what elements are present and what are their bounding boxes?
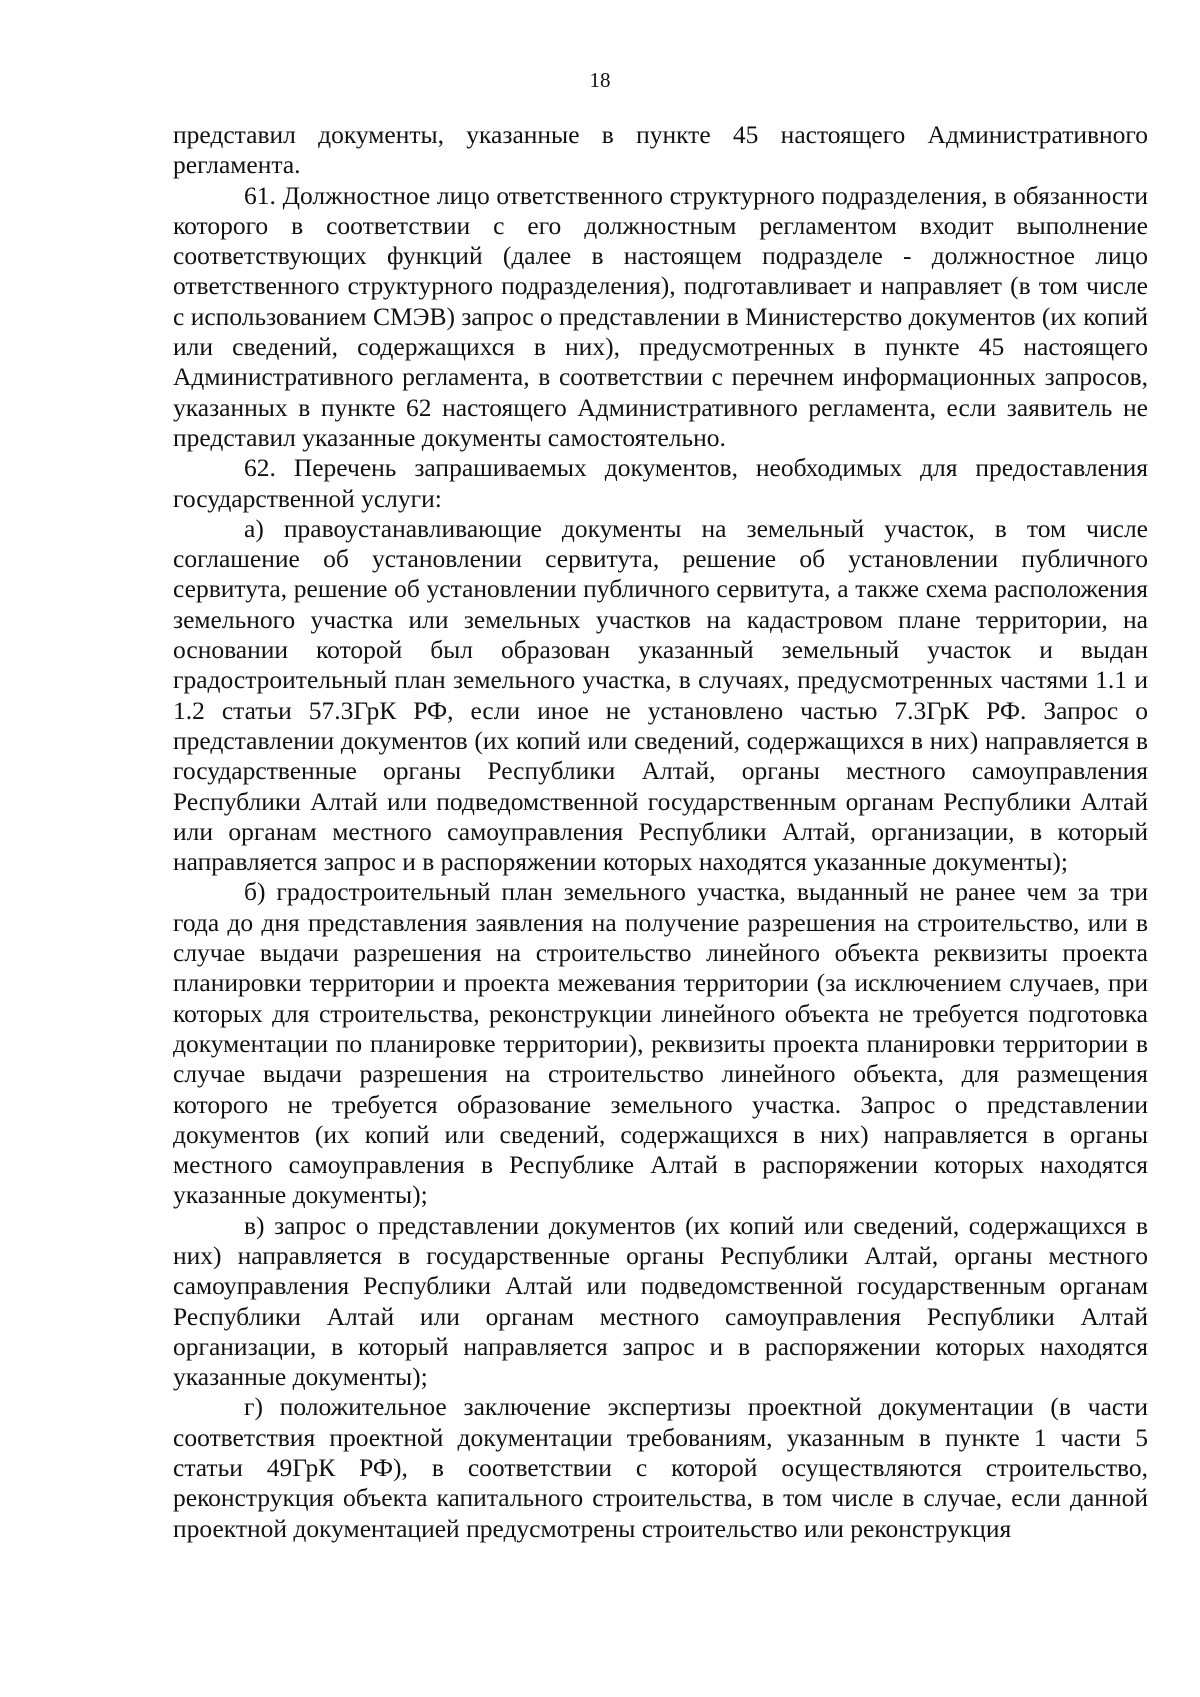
list-item-a: а) правоустанавливающие документы на земельный участок, в том числе соглашение об установлении сервитута, решение об установлении публичного сервитута, решение об установлении публичного сервитута, а также схема расположения земельного участка или земельных участков на кадастровом плане территории, на основании которой был образован указанный земельный участок и выдан градостроительный план земельного участка, в случаях, предусмотренных частями 1.1 и 1.2 статьи 57.3ГрК РФ, если иное не установлено частью 7.3ГрК РФ. Запрос о представлении документов (их копий или сведений, содержащихся в них) направляется в государственные органы Республики Алтай, органы местного самоуправления Республики Алтай или подведомственной государственным органам Республики Алтай или органам местного самоуправления Республики Алтай, организации, в который направляется запрос и в распоряжении которых находятся указанные документы);	[173, 513, 1148, 877]
document-body	[173, 120, 1148, 1544]
page-number: 18	[589, 68, 611, 92]
list-item-v: в) запрос о представлении документов (их копий или сведений, содержащихся в них) направляется в государственные органы Республики Алтай, органы местного самоуправления Республики Алтай или подведомственной государственным органам Республики Алтай или органам местного самоуправления Республики Алтай организации, в который направляется запрос и в распоряжении которых находятся указанные документы);	[173, 1210, 1148, 1392]
paragraph-61: 61. Должностное лицо ответственного структурного подразделения, в обязанности которого в соответствии с его должностным регламентом входит выполнение соответствующих функций (далее в настоящем подразделе - должностное лицо ответственного структурного подразделения), подготавливает и направляет (в том числе с использованием СМЭВ) запрос о представлении в Министерство документов (их копий или сведений, содержащихся в них), предусмотренных в пункте 45 настоящего Административного регламента, в соответствии с перечнем информационных запросов, указанных в пункте 62 настоящего Административного регламента, если заявитель не представил указанные документы самостоятельно.	[173, 180, 1148, 452]
list-item-g: г) положительное заключение экспертизы проектной документации (в части соответствия проектной документации требованиям, указанным в пункте 1 части 5 статьи 49ГрК РФ), в соответствии с которой осуществляются строительство, реконструкция объекта капитального строительства, в том числе в случае, если данной проектной документацией предусмотрены строительство или реконструкция	[173, 1392, 1148, 1543]
paragraph-62: 62. Перечень запрашиваемых документов, необходимых для предоставления государственной услуги:	[173, 453, 1148, 513]
list-item-b: б) градостроительный план земельного участка, выданный не ранее чем за три года до дня представления заявления на получение разрешения на строительство, или в случае выдачи разрешения на строительство линейного объекта реквизиты проекта планировки территории и проекта межевания территории (за исключением случаев, при которых для строительства, реконструкции линейного объекта не требуется подготовка документации по планировке территории), реквизиты проекта планировки территории в случае выдачи разрешения на строительство линейного объекта, для размещения которого не требуется образование земельного участка. Запрос о представлении документов (их копий или сведений, содержащихся в них) направляется в органы местного самоуправления в Республике Алтай в распоряжении которых находятся указанные документы);	[173, 877, 1148, 1210]
paragraph-continuation: представил документы, указанные в пункте 45 настоящего Административного регламента.	[173, 120, 1148, 180]
